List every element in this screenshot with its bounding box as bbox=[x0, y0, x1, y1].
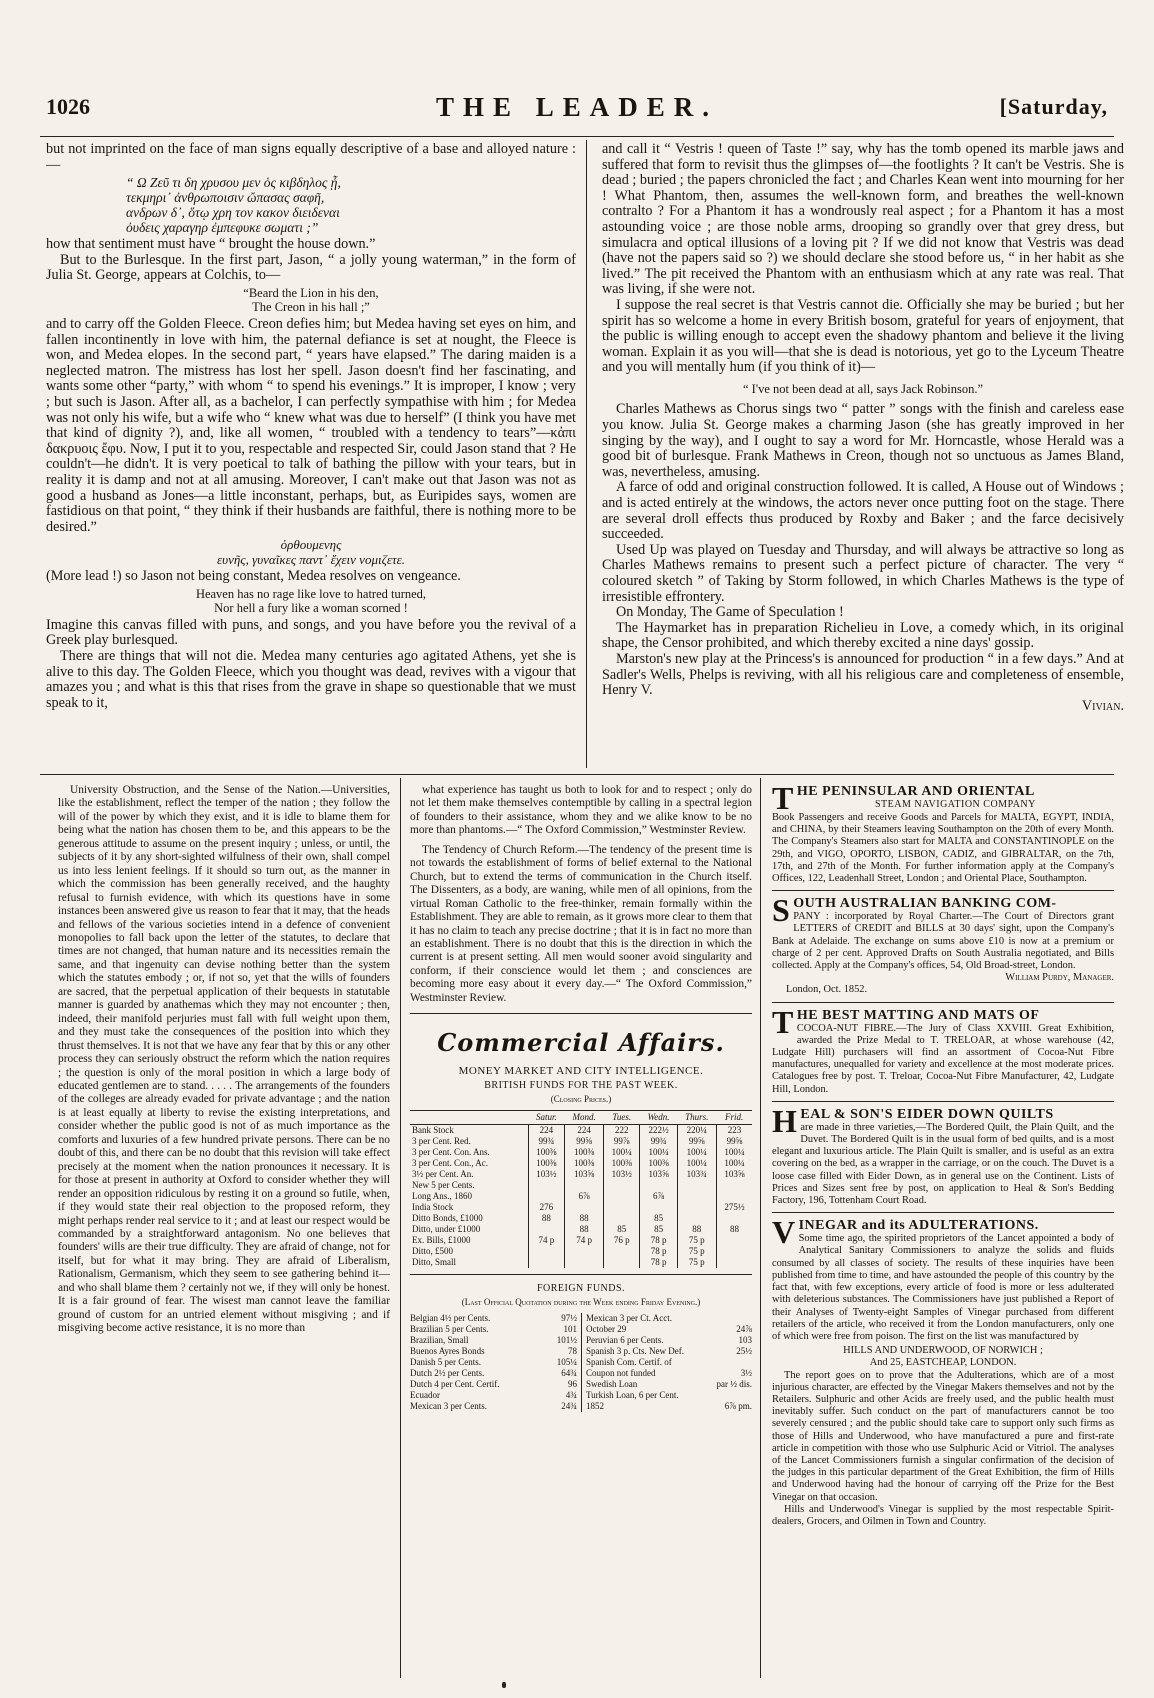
fund-name: Mexican 3 per Ct. Acct. bbox=[586, 1313, 672, 1324]
price-cell: 74 p bbox=[565, 1235, 604, 1246]
price-cell bbox=[716, 1246, 752, 1257]
fund-name: Brazilian, Small bbox=[410, 1335, 469, 1346]
fund-price: 24¾ bbox=[561, 1401, 577, 1412]
fund-price: 101½ bbox=[556, 1335, 577, 1346]
paragraph: Charles Mathews as Chorus sings two “ patter ” songs with the finish and careless ease you know. Julia St. George makes a charming Jason (she has greatly improved in her singing by the way), and I ought to say a word for Mr. Horncastle, whose Herald was a good bit of burlesque. Frank Mathews in Creon, though not so unctuous as James Bland, was, nevertheless, amusing. bbox=[602, 401, 1124, 480]
stock-name-cell: India Stock bbox=[412, 1202, 454, 1213]
table-row bbox=[410, 1147, 752, 1158]
fund-price: 78 bbox=[568, 1346, 577, 1357]
foreign-funds-heading: FOREIGN FUNDS. bbox=[536, 1283, 626, 1295]
fund-name: Brazilian 5 per Cents. bbox=[410, 1324, 489, 1335]
price-cell bbox=[528, 1246, 564, 1257]
fund-price: 64¾ bbox=[561, 1368, 577, 1379]
price-cell bbox=[604, 1191, 640, 1202]
advert-divider bbox=[772, 1212, 1114, 1213]
dropcap: H bbox=[772, 1102, 798, 1139]
paragraph: There are things that will not die. Medea many centuries ago agitated Athens, yet she is alive to this day. The Golden Fleece, which you thought was dead, revives with a vigour that amazes you ; and what is this that rises from the grave in shape so questionable that we must speak to it, bbox=[46, 648, 576, 711]
advert-heal-eider-down bbox=[772, 1102, 1114, 1207]
fund-name: Swedish Loan bbox=[586, 1379, 638, 1390]
fund-price: 4¾ bbox=[565, 1390, 577, 1401]
price-cell: 85 bbox=[640, 1224, 677, 1235]
advert-date: London, Oct. 1852. bbox=[786, 984, 868, 996]
greek-line: ανδρων δ᾽, ὅτῳ χρη τον κακον διειδεναι bbox=[126, 205, 340, 221]
paragraph: On Monday, The Game of Speculation ! bbox=[616, 604, 844, 621]
table-row bbox=[410, 1180, 752, 1191]
price-cell: 100⅜ bbox=[640, 1158, 677, 1169]
advert-maker-address: And 25, EASTCHEAP, LONDON. bbox=[869, 1357, 1017, 1369]
foreign-fund-row bbox=[586, 1401, 752, 1412]
paragraph: how that sentiment must have “ brought the house down.” bbox=[46, 236, 376, 253]
price-cell bbox=[677, 1202, 716, 1213]
price-cell bbox=[565, 1180, 604, 1191]
price-cell: 99¾ bbox=[528, 1136, 564, 1147]
price-cell: 99⅞ bbox=[604, 1136, 640, 1147]
table-row bbox=[410, 1136, 752, 1147]
paragraph: But to the Burlesque. In the first part, Jason, “ a jolly young waterman,” in the form of Julia St. George, appears at Colchis, to— bbox=[46, 251, 576, 284]
issue-day: [Saturday, bbox=[999, 94, 1108, 119]
price-cell bbox=[716, 1191, 752, 1202]
review-signature: Vivian. bbox=[1081, 697, 1124, 714]
foreign-funds-note: (Last Official Quotation during the Week ending Friday Evening.) bbox=[461, 1297, 701, 1308]
price-cell: 88 bbox=[677, 1224, 716, 1235]
price-cell bbox=[604, 1180, 640, 1191]
greek-line: “ Ω Ζεῦ τι δη χρυσου μεν ὁς κιβδηλος ᾖ, bbox=[126, 175, 341, 191]
advert-heading: EAL & SON'S EIDER DOWN QUILTS bbox=[800, 1106, 1054, 1122]
foreign-fund-row bbox=[410, 1313, 577, 1324]
price-cell: 78 p bbox=[640, 1246, 677, 1257]
advert-heading: HE BEST MATTING AND MATS OF bbox=[796, 1007, 1040, 1023]
advert-south-australian-bank bbox=[772, 892, 1114, 996]
price-cell bbox=[677, 1191, 716, 1202]
stock-name-cell: Ditto Bonds, £1000 bbox=[412, 1213, 483, 1224]
foreign-fund-row bbox=[410, 1357, 577, 1368]
fund-name: Mexican 3 per Cents. bbox=[410, 1401, 487, 1412]
price-cell: 88 bbox=[565, 1213, 604, 1224]
day-column-header: Mond. bbox=[565, 1111, 604, 1125]
price-cell: 222 bbox=[604, 1125, 640, 1137]
table-row bbox=[410, 1191, 752, 1202]
advert-body: PANY : incorporated by Royal Charter.—The Court of Directors grant LETTERS of CREDIT and BILLS at 30 days' sight, upon the Company's Bank at Adelaide. The exchange on sums above £10 is now at a premium or charge of 2 per cent. Approved Drafts on South Australia negotiated, and Bills collected. Apply at the Company's offices, 54, Old Broad-street, London. bbox=[772, 911, 1114, 972]
dropcap: S bbox=[772, 892, 791, 929]
dropcap: V bbox=[772, 1214, 796, 1251]
advert-body: COCOA-NUT FIBRE.—The Jury of Class XXVIII. Great Exhibition, awarded the Prize Medal to T. TRELOAR, at whose warehouse (42, Ludgate Hill) purchasers will find an assortment of Cocoa-Nut Fibre manufactures, unequalled for variety and excellence at the most moderate prices. Catalogues free by post. T. Treloar, Cocoa-Nut Fibre Manufacturer, 42, Ludgate Hill, London. bbox=[772, 1022, 1114, 1095]
day-column-header: Thurs. bbox=[677, 1111, 716, 1125]
table-row bbox=[410, 1224, 752, 1235]
fund-price: 103 bbox=[738, 1335, 752, 1346]
price-cell: 75 p bbox=[677, 1257, 716, 1268]
price-cell: 103⅝ bbox=[565, 1169, 604, 1180]
advert-divider bbox=[772, 890, 1114, 891]
paragraph: and to carry off the Golden Fleece. Creon defies him; but Medea having set eyes on him, and fallen incontinently in love with him, the paternal defiance is set at nought, the Fleece is won, and Medea elopes. In the second part, “ years have elapsed.” The daring maiden is a neglected matron. The mistress has lost her spell. Jason doesn't find her fascinating, and wants some other “party,” with whom “ to spend his evenings.” It is improper, I know ; very ; but such is Jason. After all, as a bachelor, I can perfectly sympathise with him ; for Medea was not only his wife, but a wife who “ knew what was due to herself” (I think you have met that kind of dignity ?), and, like all women, “ troubled with a tendency to tears”—κἀπι δακρυοις ἔφυ. Now, I put it to you, respectable and respected Sir, could Jason stand that ? He couldn't—he didn't. It is very poetical to talk of bathing the pillow with your tears, but in reality it is damp and not at all amusing. Moreover, I can't make out that Jason was not as good a husband as Jones—a little inconstant, perhaps, but, as Euripides says, women are fastidious on that point, “ they think if their husbands are faithful, there is nothing more to be desired.” bbox=[46, 315, 576, 535]
newspaper-title: THE LEADER. bbox=[435, 92, 719, 122]
foreign-fund-row bbox=[410, 1335, 577, 1346]
price-cell: 100¼ bbox=[677, 1147, 716, 1158]
price-cell: 6⅞ bbox=[565, 1191, 604, 1202]
price-cell bbox=[640, 1202, 677, 1213]
price-cell: 100⅜ bbox=[528, 1158, 564, 1169]
paragraph: A farce of odd and original construction followed. It is called, A House out of Windows ; and is acted entirely at the windows, the actors never once putting foot on the stage. There are several droll effects thus produced by Roxby and Baker ; and the farce decisively succeeded. bbox=[602, 479, 1124, 543]
price-cell bbox=[565, 1202, 604, 1213]
price-cell: 100¼ bbox=[677, 1158, 716, 1169]
fund-price: 101 bbox=[563, 1324, 577, 1335]
price-cell: 103⅝ bbox=[716, 1169, 752, 1180]
price-cell bbox=[604, 1213, 640, 1224]
advert-body: Book Passengers and receive Goods and Parcels for MALTA, EGYPT, INDIA, and CHINA, by their Steamers leaving Southampton on the 20th of every Month. The Company's Steamers also start for MALTA and CONSTANTINOPLE on the 29th, and VIGO, OPORTO, LISBON, CADIZ, and GIBRALTAR, on the 7th, 17th, and 27th of the Month. For further information apply at the Company's Offices, 122, Leadenhall Street, London ; and Oriental Place, Southampton. bbox=[772, 812, 1114, 885]
price-cell bbox=[528, 1191, 564, 1202]
fund-name: 1852 bbox=[586, 1401, 604, 1412]
fund-name: Peruvian 6 per Cents. bbox=[586, 1335, 664, 1346]
paragraph: I suppose the real secret is that Vestris cannot die. Officially she may be buried ; but her spirit has so welcome a home in every British bosom, grateful for years of enjoyment, that the public is willing enough to accept even the shadowy phantom and believe it the living woman. Explain it as you will—that she is dead is notorious, yet go to the Lyceum Theatre and you will mentally hum (if you think of it)— bbox=[602, 296, 1124, 376]
price-cell: 222½ bbox=[640, 1125, 677, 1137]
foreign-fund-row bbox=[410, 1379, 577, 1390]
money-market-heading: MONEY MARKET AND CITY INTELLIGENCE. bbox=[458, 1065, 704, 1078]
advert-body: The report goes on to prove that the Adulterations, which are of a most injurious character, are effected by the Vinegar Makers themselves and not by the Retailers. Sulphuric and other Acids are freely used, and the public health must inevitably suffer. Such conduct on the part of manufacturers cannot be too severely censured ; and the public should take care to support only such firms as those of Hills and Underwood, who have manufactured a pure and first-rate article in competition with those who use Sulphuric Acid or Vitriol. The analyses of the Lancet Commissioners furnish a singular confirmation of the decision of the judges in this particular department of the Great Exhibition, the firm of Hills and Underwood having had the honour of carrying off the Prize for the Best Vinegar on that occasion. bbox=[772, 1369, 1114, 1503]
greek-line: τεκμηρι᾽ ἀνθρωποισιν ὤπασας σαφῆ, bbox=[126, 190, 325, 206]
advertisements-column bbox=[772, 784, 1114, 1674]
price-cell: 75 p bbox=[677, 1235, 716, 1246]
price-cell bbox=[565, 1246, 604, 1257]
price-cell bbox=[604, 1257, 640, 1268]
printer-mark bbox=[502, 1682, 506, 1688]
advert-heading: OUTH AUSTRALIAN BANKING COM- bbox=[793, 896, 1057, 912]
advert-subheading: STEAM NAVIGATION COMPANY bbox=[874, 799, 1036, 810]
paragraph: University Obstruction, and the Sense of the Nation.—Universities, like the establishment, reflect the temper of the nation ; they follow the will of the power by which they exist, and it is idle to blame them for being what the nation has chosen them to be, and this appears to be the generous attitude to assume on the present inquiry ; unless, or until, the subjects of it by any short-sighted wilfulness of their own, shall compel us into less lenient feelings. If it should so turn out, as the manner in which the commission has been generally received, and the haughty refusal to furnish evidence, with which its questions have in some instances been answered give us reason to fear that it may, that the heads and fellows of the various societies intend in a defence of convenient monopolies to fall back upon the letter of the statutes, to declare that times are not changed, that human nature and its necessities remain the same, and that ingenuity can devise nothing better than the system which the statutes embody ; or, if not so, yet that the wills of founders are sacred, that the perpetual application of their bequests in statutable manner is guarded by anathemas which they may not encounter ; then, indeed, their manifold perjuries must fall with full weight upon them, and they must take the consequences of the position into which they thrust themselves. It is not that we have any fear that by this or any other process they can seriously obstruct the reform which the nation requires ; the question is only of the moral position in which a large body of educated gentlemen are to stand. . . . . The arrangements of the founders of the colleges are already evaded for private advantage ; and the nation is at least equally at liberty to revise the existing interpretations, and consider whether the public good is not of as much importance as the comforts and luxuries of a few hundred private persons. There can be no doubt of this, and there can be no doubt that this revision will take effect precisely at the moment when the nation pronounces it necessary. It is for those at present in authority at Oxford to consider whether they will render an opposition ridiculous by resting it on a ground so futile, when, if they would state their real objection to the proposed reform, they might perhaps render real service to it ; and at least our respect would be commanded by a straightforward antagonism. No one believes that founders' wills are their true difficulty. They are afraid of change, not for itself, but for what it may bring. They are afraid of Liberalism, Rationalism, Germanism, which they seem to see gathering behind it—and who shall blame them ? certainly not we, if they will only be honest. It is a fair ground of fear. The wisest man cannot leave the familiar ground of custom for an untried element without misgiving ; and if misgiving become active resistance, it is no more than bbox=[58, 784, 390, 1335]
verse-quotation bbox=[46, 286, 576, 315]
fund-name: Dutch 4 per Cent. Certif. bbox=[410, 1379, 500, 1390]
paragraph: The Haymarket has in preparation Richelieu in Love, a comedy which, in its original shape, the Censor prohibited, and which thereby excited a nine days' gossip. bbox=[602, 619, 1124, 652]
price-cell: 100¼ bbox=[716, 1147, 752, 1158]
verse-line: The Creon in his hall ;” bbox=[252, 300, 370, 315]
price-cell: 75 p bbox=[677, 1246, 716, 1257]
price-cell bbox=[604, 1246, 640, 1257]
foreign-fund-row bbox=[410, 1324, 577, 1335]
fund-name: October 29 bbox=[586, 1324, 627, 1335]
paragraph: The Tendency of Church Reform.—The tendency of the present time is not towards the establishment of forms of belief external to the National Church, but to extend the terms of communication in the Church itself. The Dissenters, as a body, are waning, while men of all opinions, from the virtual Roman Catholic to the free-thinker, remain formally within the Establishment. They are able to remain, as it grows more clear to them that it has no claim to teach any precise doctrine ; that it is in fact no more than an establishment. There is no doubt that this is the direction in which the current is at present setting. All men would sooner avoid singularity and conform, if their conscience would let them ; and consciences are becoming more easy about it every day.—“ The Oxford Commission,” Westminster Review. bbox=[410, 843, 752, 1004]
verse-line: Heaven has no rage like love to hatred turned, bbox=[195, 586, 427, 601]
table-row bbox=[410, 1246, 752, 1257]
price-cell bbox=[640, 1180, 677, 1191]
fund-price: par ½ dis. bbox=[716, 1379, 752, 1390]
lower-middle-column bbox=[410, 784, 752, 1674]
verse-line: “Beard the Lion in his den, bbox=[243, 285, 379, 300]
paragraph: Marston's new play at the Princess's is announced for production “ in a few days.” And at Sadler's Wells, Phelps is reviving, with all his religious care and completeness of ensemble, Henry V. bbox=[602, 650, 1124, 699]
verse-line: Nor hell a fury like a woman scorned ! bbox=[214, 601, 408, 616]
price-cell: 100¼ bbox=[640, 1147, 677, 1158]
price-cell: 100⅜ bbox=[565, 1147, 604, 1158]
price-cell: 220¼ bbox=[677, 1125, 716, 1137]
greek-line: ὀυδεις χαραγηρ ἐμπεφυκε σωματι ;” bbox=[126, 220, 319, 236]
price-cell bbox=[716, 1213, 752, 1224]
advert-signature: William Purdy, Manager. bbox=[1005, 972, 1114, 984]
price-cell: 78 p bbox=[640, 1257, 677, 1268]
verse-quotation: “ I've not been dead at all, says Jack Robinson.” bbox=[742, 381, 984, 396]
stock-name-cell: 3 per Cent. Con., Ac. bbox=[412, 1158, 488, 1169]
foreign-fund-row bbox=[586, 1379, 752, 1390]
column-divider bbox=[400, 778, 401, 1678]
price-cell: 224 bbox=[528, 1125, 564, 1137]
section-rule bbox=[410, 1274, 752, 1275]
masthead-rule bbox=[40, 136, 1114, 137]
section-rule bbox=[410, 1013, 752, 1014]
day-column-header: Frid. bbox=[716, 1111, 752, 1125]
table-row bbox=[410, 1125, 752, 1137]
table-row bbox=[410, 1235, 752, 1246]
dropcap: T bbox=[772, 784, 794, 816]
paragraph: Imagine this canvas filled with puns, and songs, and you have before you the revival of a Greek play burlesqued. bbox=[46, 616, 576, 649]
fund-name: Ecuador bbox=[410, 1390, 440, 1401]
price-cell: 99⅝ bbox=[565, 1136, 604, 1147]
price-cell: 85 bbox=[604, 1224, 640, 1235]
foreign-fund-row bbox=[410, 1346, 577, 1357]
price-cell: 88 bbox=[565, 1224, 604, 1235]
price-cell bbox=[528, 1224, 564, 1235]
price-cell: 76 p bbox=[604, 1235, 640, 1246]
price-cell bbox=[565, 1257, 604, 1268]
table-row bbox=[410, 1169, 752, 1180]
price-cell: 276 bbox=[528, 1202, 564, 1213]
price-cell: 99¾ bbox=[640, 1136, 677, 1147]
foreign-fund-row bbox=[586, 1368, 752, 1379]
fund-name: Danish 5 per Cents. bbox=[410, 1357, 481, 1368]
price-cell: 88 bbox=[716, 1224, 752, 1235]
price-cell: 85 bbox=[640, 1213, 677, 1224]
foreign-funds-right bbox=[581, 1313, 752, 1412]
price-cell: 100⅜ bbox=[528, 1147, 564, 1158]
theatre-review-right-column bbox=[602, 142, 1124, 766]
price-cell bbox=[716, 1257, 752, 1268]
advert-maker: HILLS AND UNDERWOOD, OF NORWICH ; bbox=[843, 1345, 1043, 1357]
stock-name-cell: 3½ per Cent. An. bbox=[412, 1169, 474, 1180]
fund-price: 24⅞ bbox=[736, 1324, 752, 1335]
price-cell: 103⅝ bbox=[640, 1169, 677, 1180]
price-cell bbox=[528, 1257, 564, 1268]
stock-name-cell: Ex. Bills, £1000 bbox=[412, 1235, 471, 1246]
price-cell: 103½ bbox=[604, 1169, 640, 1180]
price-cell bbox=[716, 1235, 752, 1246]
fund-name: Spanish Com. Certif. of bbox=[586, 1357, 672, 1368]
price-cell: 100¼ bbox=[604, 1147, 640, 1158]
price-cell: 100¼ bbox=[716, 1158, 752, 1169]
foreign-funds-left bbox=[410, 1313, 581, 1412]
table-row bbox=[410, 1213, 752, 1224]
paragraph: and call it “ Vestris ! queen of Taste !” say, why has the tomb opened its marble jaws and suffered that form to revisit thus the glimpses of—the footlights ? It can't be Vestris. She is dead ; buried ; the papers chronicled the fact ; and Charles Kean went into mourning for her ! What Phantom, then, assumes the well-known form, and breathes the well-known contralto ? For a Phantom it has a wondrously real aspect ; for a Phantom it has a most astounding voice ; are those noble arms, drooping so grandly over that grey dress, but simulacra and optical illusions of a loving pit ? If we did not know that Vestris was dead (have not the papers said so ?) we should declare she stood before us, “ in her habit as she lived.” The pit received the Phantom with an enthusiasm which at any rate was real. That was living, if she were not. bbox=[602, 142, 1124, 298]
foreign-funds-table bbox=[410, 1313, 752, 1412]
price-cell: 223 bbox=[716, 1125, 752, 1137]
theatre-review-left-column bbox=[46, 142, 576, 766]
price-cell: 99⅝ bbox=[677, 1136, 716, 1147]
day-column-header: Wedn. bbox=[640, 1111, 677, 1125]
stock-name-cell: Bank Stock bbox=[412, 1125, 454, 1136]
page-number: 1026 bbox=[46, 94, 90, 119]
foreign-fund-row bbox=[586, 1324, 752, 1335]
dropcap: T bbox=[772, 1003, 794, 1040]
price-cell bbox=[528, 1180, 564, 1191]
advert-vinegar bbox=[772, 1214, 1114, 1528]
price-cell: 88 bbox=[528, 1213, 564, 1224]
foreign-fund-row bbox=[410, 1368, 577, 1379]
advert-treloar-matting bbox=[772, 1003, 1114, 1096]
price-cell: 103¾ bbox=[677, 1169, 716, 1180]
british-funds-table bbox=[410, 1110, 752, 1268]
column-divider bbox=[760, 778, 761, 1678]
stock-name-cell: Long Ans., 1860 bbox=[412, 1191, 473, 1202]
price-cell: 6⅞ bbox=[640, 1191, 677, 1202]
fund-name: Coupon not funded bbox=[586, 1368, 656, 1379]
masthead bbox=[40, 92, 1114, 132]
table-row bbox=[410, 1257, 752, 1268]
price-cell bbox=[604, 1202, 640, 1213]
foreign-fund-row bbox=[586, 1346, 752, 1357]
advert-divider bbox=[772, 1002, 1114, 1003]
section-rule bbox=[40, 774, 1114, 775]
price-cell: 99⅝ bbox=[716, 1136, 752, 1147]
fund-name: Belgian 4½ per Cents. bbox=[410, 1313, 491, 1324]
price-cell: 78 p bbox=[640, 1235, 677, 1246]
stock-column-header bbox=[410, 1111, 528, 1125]
paragraph: what experience has taught us both to look for and to respect ; only do not let them make themselves contemptible by calling in a spectral legion of founders to their assistance, whom they and we alike know to be no more than phantoms.—“ The Oxford Commission,” Westminster Review. bbox=[410, 784, 752, 837]
fund-price: 105¼ bbox=[556, 1357, 577, 1368]
fund-price: 25½ bbox=[736, 1346, 752, 1357]
price-cell bbox=[677, 1180, 716, 1191]
stock-name-cell: 3 per Cent. Con. Ans. bbox=[412, 1147, 490, 1158]
fund-price: 6⅞ pm. bbox=[724, 1401, 752, 1412]
advert-heading: INEGAR and its ADULTERATIONS. bbox=[798, 1218, 1039, 1234]
table-row bbox=[410, 1158, 752, 1169]
price-cell: 275½ bbox=[716, 1202, 752, 1213]
fund-name: Turkish Loan, 6 per Cent. bbox=[586, 1390, 679, 1401]
advert-divider bbox=[772, 1101, 1114, 1102]
price-cell: 100⅜ bbox=[604, 1158, 640, 1169]
price-cell: 224 bbox=[565, 1125, 604, 1137]
advert-body: are made in three varieties,—The Bordered Quilt, the Plain Quilt, and the Duvet. The Bordered Quilt is in the usual form of bed quilts, and is a most elegant and luxurious article. The Plain Quilt is smaller, and is useful as an extra covering on the bed, as a wrapper in the carriage, or on the couch. The Duvet is a loose case filled with Eider Down, as in general use on the Continent. Lists of Prices and Sizes sent free by post, on application to Heal & Son's Bedding Factory, 196, Tottenham Court Road. bbox=[772, 1121, 1114, 1207]
fund-price: 3½ bbox=[740, 1368, 752, 1379]
foreign-fund-row bbox=[410, 1390, 577, 1401]
day-column-header: Tues. bbox=[604, 1111, 640, 1125]
british-funds-heading: BRITISH FUNDS FOR THE PAST WEEK. bbox=[484, 1080, 678, 1092]
paragraph: Used Up was played on Tuesday and Thursday, and will always be attractive so long as Charles Mathews remains to present such a perfect picture of character. The very “ coloured sketch ” of Taking by Storm followed, in which Charles Mathews is the type of irresistible effrontery. bbox=[602, 541, 1124, 605]
stock-name-cell: Ditto, under £1000 bbox=[412, 1224, 481, 1235]
table-row bbox=[410, 1202, 752, 1213]
price-cell bbox=[716, 1180, 752, 1191]
advert-peninsular-oriental bbox=[772, 784, 1114, 885]
fund-price: 96 bbox=[568, 1379, 577, 1390]
stock-name-cell: Ditto, £500 bbox=[412, 1246, 454, 1257]
advert-body: Hills and Underwood's Vinegar is supplied by the most respectable Spirit-dealers, Grocers, and Oilmen in Town and Country. bbox=[772, 1503, 1114, 1527]
paragraph: (More lead !) so Jason not being constant, Medea resolves on vengeance. bbox=[46, 568, 461, 585]
paragraph: but not imprinted on the face of man signs equally descriptive of a base and alloyed nature :— bbox=[46, 142, 576, 173]
price-cell: 74 p bbox=[528, 1235, 564, 1246]
stock-name-cell: 3 per Cent. Red. bbox=[412, 1136, 471, 1147]
foreign-fund-row bbox=[586, 1313, 752, 1324]
fund-price: 97½ bbox=[561, 1313, 577, 1324]
price-cell: 103½ bbox=[528, 1169, 564, 1180]
greek-line: ευνῆς, γυναῖκες παντ᾽ ἔχειν νομιζετε. bbox=[216, 552, 406, 568]
commercial-affairs-banner: Commercial Affairs. bbox=[437, 1028, 725, 1058]
foreign-fund-row bbox=[410, 1401, 577, 1412]
day-column-header: Satur. bbox=[528, 1111, 564, 1125]
greek-line: ὀρθουμενης bbox=[280, 537, 342, 553]
advert-heading: HE PENINSULAR AND ORIENTAL bbox=[796, 784, 1035, 799]
verse-quotation bbox=[46, 587, 576, 616]
greek-quotation bbox=[126, 175, 576, 235]
foreign-fund-row bbox=[586, 1357, 752, 1368]
stock-name-cell: New 5 per Cents. bbox=[412, 1180, 475, 1191]
fund-name: Spanish 3 p. Cts. New Def. bbox=[586, 1346, 684, 1357]
foreign-fund-row bbox=[586, 1335, 752, 1346]
column-divider bbox=[586, 140, 587, 768]
fund-name: Dutch 2½ per Cents. bbox=[410, 1368, 485, 1379]
greek-quotation bbox=[46, 537, 576, 567]
table-header-row bbox=[410, 1111, 752, 1125]
price-cell bbox=[677, 1213, 716, 1224]
fund-name: Buenos Ayres Bonds bbox=[410, 1346, 485, 1357]
stock-name-cell: Ditto, Small bbox=[412, 1257, 457, 1268]
advert-body: Some time ago, the spirited proprietors of the Lancet appointed a body of Analytical Sanitary Commissioners to analyze the solids and fluids consumed by all classes of society. The results of these inquiries have been published from time to time, and have astounded the people of this country by the fact that, with few exceptions, every article of food is more or less adulterated with deleterious substances. The Commissioners have just published a Report of their Analyses of Twenty-eight Samples of Vinegar purchased from different retailers of the article, who received it from the London manufacturers, only one of which were free from poison. The first on the list was manufactured by bbox=[772, 1233, 1114, 1342]
foreign-fund-row bbox=[586, 1390, 752, 1401]
price-cell: 100⅜ bbox=[565, 1158, 604, 1169]
closing-prices-note: (Closing Prices.) bbox=[550, 1094, 612, 1105]
lower-left-column bbox=[58, 784, 390, 1674]
